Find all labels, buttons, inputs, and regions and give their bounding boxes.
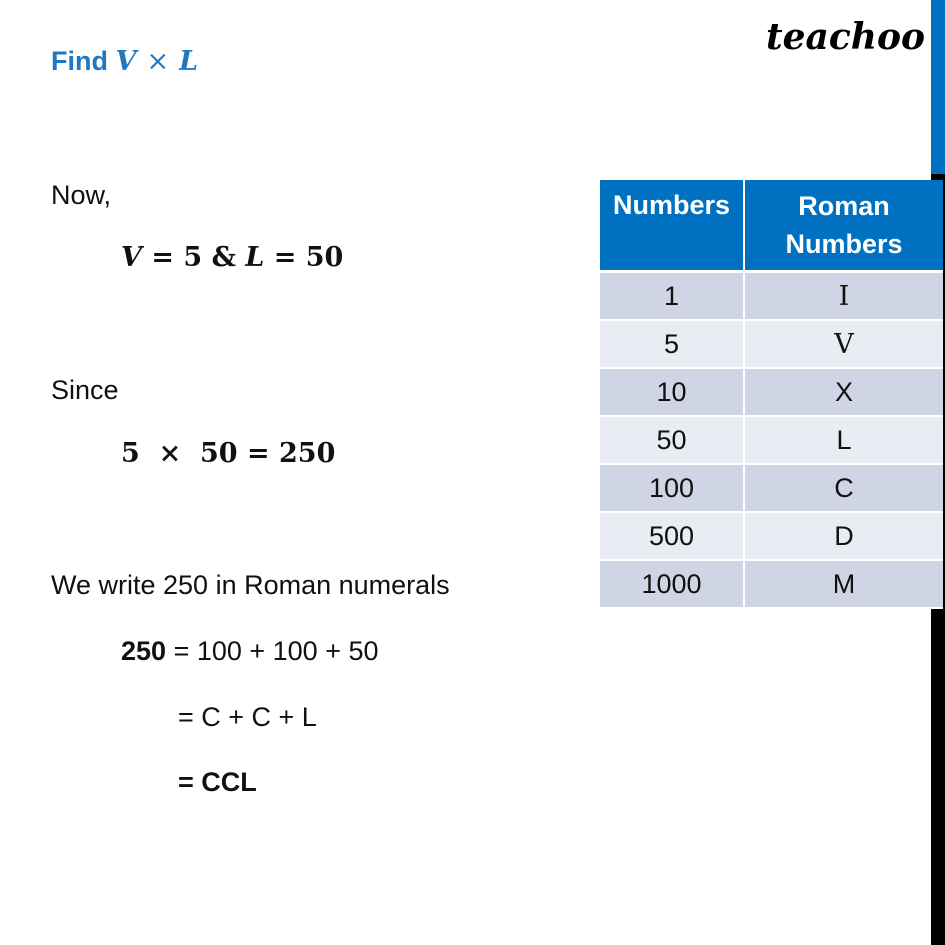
var-v: V (121, 242, 142, 273)
header-numbers: Numbers (600, 180, 744, 272)
table-header-row (600, 180, 943, 272)
cell-number: 1 (600, 272, 744, 321)
table-row (600, 416, 943, 464)
cell-roman: I (744, 272, 943, 321)
table-row (600, 512, 943, 560)
product-equation: 5 × 50 = 250 (121, 438, 336, 469)
write-label: We write 250 in Roman numerals (51, 570, 450, 600)
table-row (600, 320, 943, 368)
var-l: L (245, 242, 265, 273)
cell-number: 100 (600, 464, 744, 512)
title-times-op: × (146, 46, 170, 77)
values-eq-part1: = 5 & (141, 242, 246, 273)
cell-number: 500 (600, 512, 744, 560)
since-label: Since (51, 375, 119, 405)
title-var-l: L (179, 46, 199, 77)
cell-number: 5 (600, 320, 744, 368)
cell-number: 10 (600, 368, 744, 416)
cell-roman: L (744, 416, 943, 464)
cell-roman: V (744, 320, 943, 368)
title-var-v: V (115, 46, 137, 77)
cell-number: 1000 (600, 560, 744, 608)
cell-roman: D (744, 512, 943, 560)
values-eq-part2: = 50 (264, 242, 344, 273)
values-equation (121, 242, 343, 273)
roman-numerals-table (600, 180, 943, 609)
question-title (51, 46, 198, 77)
final-answer: = CCL (178, 767, 257, 797)
title-prefix: Find (51, 46, 108, 76)
cell-roman: M (744, 560, 943, 608)
table-row (600, 368, 943, 416)
table-row (600, 272, 943, 321)
table-row (600, 464, 943, 512)
table-row (600, 560, 943, 608)
breakdown-sum: = 100 + 100 + 50 (166, 636, 379, 666)
now-label: Now, (51, 180, 112, 210)
cell-number: 50 (600, 416, 744, 464)
cell-roman: C (744, 464, 943, 512)
breakdown-line-1 (121, 636, 379, 667)
breakdown-number: 250 (121, 636, 167, 666)
side-accent-bar (931, 0, 945, 174)
teachoo-logo: teachoo (766, 16, 925, 58)
cell-roman: X (744, 368, 943, 416)
header-roman-numbers: Roman Numbers (744, 180, 943, 272)
breakdown-line-2: = C + C + L (178, 702, 317, 732)
